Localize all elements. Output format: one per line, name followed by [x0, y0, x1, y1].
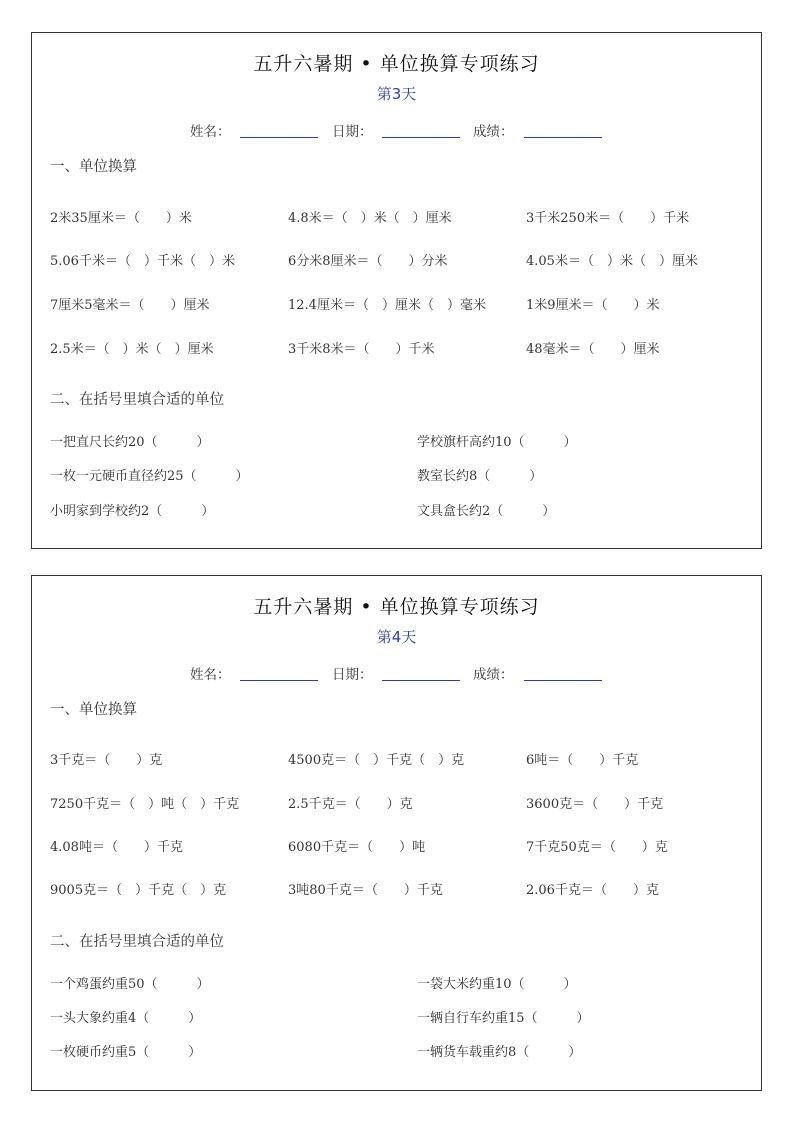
date-blank-line[interactable] — [382, 137, 460, 138]
unit-question: 一辆货车载重约8（ ） — [417, 1045, 582, 1060]
conversion-question: 5.06千米＝（ ）千米（ ）米 — [50, 254, 235, 269]
name-label: 姓名： — [190, 667, 231, 683]
unit-question: 一枚一元硬币直径约25（ ） — [50, 469, 249, 484]
unit-question: 一个鸡蛋约重50（ ） — [50, 977, 210, 992]
conversion-question: 3千克＝（ ）克 — [50, 753, 163, 768]
worksheet-day-4 — [31, 575, 762, 1091]
conversion-question: 2米35厘米＝（ ）米 — [50, 211, 192, 226]
conversion-question: 2.5千克＝（ ）克 — [288, 797, 413, 812]
conversion-question: 6分米8厘米＝（ ）分米 — [288, 254, 448, 269]
name-blank-line[interactable] — [240, 680, 318, 681]
conversion-question: 6080千克＝（ ）吨 — [288, 840, 426, 855]
conversion-question: 4.05米＝（ ）米（ ）厘米 — [526, 254, 698, 269]
conversion-question: 7厘米5毫米＝（ ）厘米 — [50, 298, 210, 313]
date-label: 日期： — [332, 124, 373, 140]
conversion-question: 3千米250米＝（ ）千米 — [526, 211, 690, 226]
section-fill-units: 二、在括号里填合适的单位 — [50, 392, 224, 408]
unit-question: 文具盒长约2（ ） — [417, 504, 556, 519]
conversion-question: 48毫米＝（ ）厘米 — [526, 342, 660, 357]
name-label: 姓名： — [190, 124, 231, 140]
section-unit-conversion: 一、单位换算 — [50, 159, 137, 175]
conversion-question: 4500克＝（ ）千克（ ）克 — [288, 753, 465, 768]
conversion-question: 12.4厘米＝（ ）厘米（ ）毫米 — [288, 298, 486, 313]
section-unit-conversion: 一、单位换算 — [50, 702, 137, 718]
unit-question: 一袋大米约重10（ ） — [417, 977, 577, 992]
name-blank-line[interactable] — [240, 137, 318, 138]
conversion-question: 3吨80千克＝（ ）千克 — [288, 883, 443, 898]
unit-question: 教室长约8（ ） — [417, 469, 543, 484]
conversion-question: 2.5米＝（ ）米（ ）厘米 — [50, 342, 214, 357]
unit-question: 一辆自行车约重15（ ） — [417, 1011, 590, 1026]
date-label: 日期： — [332, 667, 373, 683]
unit-question: 学校旗杆高约10（ ） — [417, 435, 577, 450]
day-label: 第3天 — [376, 85, 417, 103]
date-blank-line[interactable] — [382, 680, 460, 681]
score-label: 成绩： — [473, 124, 514, 140]
score-blank-line[interactable] — [524, 137, 602, 138]
unit-question: 一把直尺长约20（ ） — [50, 435, 210, 450]
conversion-question: 3千米8米＝（ ）千米 — [288, 342, 435, 357]
conversion-question: 7千克50克＝（ ）克 — [526, 840, 668, 855]
unit-question: 小明家到学校约2（ ） — [50, 504, 215, 519]
conversion-question: 6吨＝（ ）千克 — [526, 753, 639, 768]
worksheet-day-3 — [31, 32, 762, 549]
conversion-question: 4.8米＝（ ）米（ ）厘米 — [288, 211, 452, 226]
score-label: 成绩： — [473, 667, 514, 683]
conversion-question: 9005克＝（ ）千克（ ）克 — [50, 883, 227, 898]
worksheet-title: 五升六暑期 • 单位换算专项练习 — [253, 596, 540, 618]
score-blank-line[interactable] — [524, 680, 602, 681]
section-fill-units: 二、在括号里填合适的单位 — [50, 934, 224, 950]
worksheet-title: 五升六暑期 • 单位换算专项练习 — [253, 53, 540, 75]
conversion-question: 3600克＝（ ）千克 — [526, 797, 664, 812]
conversion-question: 1米9厘米＝（ ）米 — [526, 298, 660, 313]
unit-question: 一枚硬币约重5（ ） — [50, 1045, 202, 1060]
unit-question: 一头大象约重4（ ） — [50, 1011, 202, 1026]
day-label: 第4天 — [376, 628, 417, 646]
conversion-question: 2.06千克＝（ ）克 — [526, 883, 659, 898]
conversion-question: 4.08吨＝（ ）千克 — [50, 840, 183, 855]
conversion-question: 7250千克＝（ ）吨（ ）千克 — [50, 797, 240, 812]
